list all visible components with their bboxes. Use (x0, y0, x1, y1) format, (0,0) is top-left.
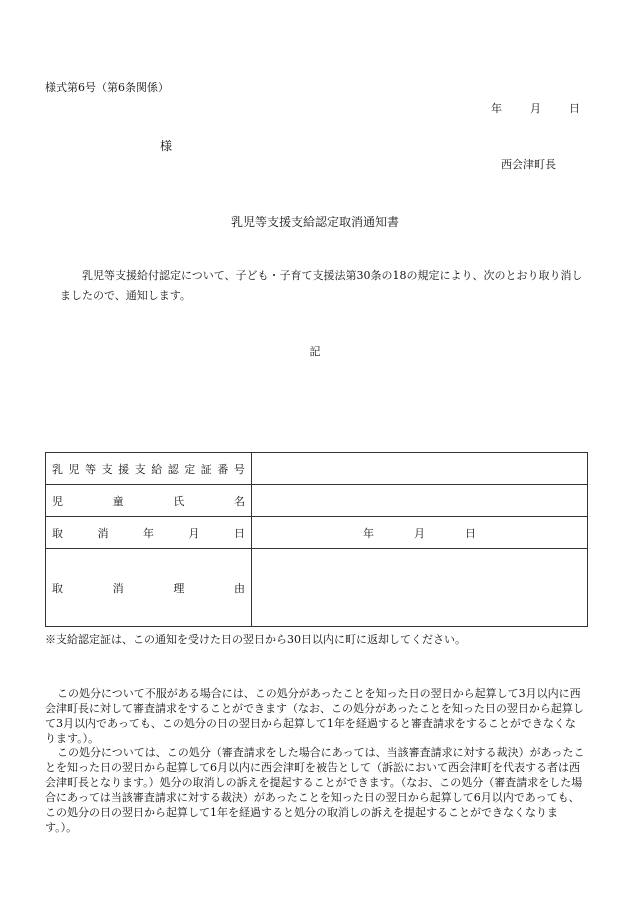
label-char: 証 (200, 462, 212, 476)
table-row-certificate-number (46, 453, 588, 485)
value-cancel-reason (252, 549, 588, 627)
label-cancel-reason (46, 549, 252, 627)
label-cancel-date (46, 517, 252, 549)
info-table (45, 452, 588, 627)
label-char: 名 (233, 494, 245, 508)
label-char: 由 (233, 581, 245, 595)
return-note: ※支給認定証は、この通知を受けた日の翌日から30日以内に町に返却してください。 (45, 633, 466, 646)
value-certificate-number (252, 453, 588, 485)
recipient-suffix: 様 (160, 139, 173, 153)
label-char: 消 (112, 581, 124, 595)
label-char: 番 (217, 462, 229, 476)
label-char: 号 (233, 462, 245, 476)
label-char: 給 (151, 462, 163, 476)
date-day-label: 日 (569, 102, 580, 115)
label-char: 氏 (173, 494, 185, 508)
label-char: 理 (173, 581, 185, 595)
value-cancel-date (252, 517, 588, 549)
label-char: 取 (52, 526, 63, 540)
date-year-label: 年 (491, 102, 502, 115)
label-char: 取 (52, 581, 63, 595)
date-month-label: 月 (530, 102, 541, 115)
label-child-name (46, 485, 252, 517)
label-certificate-number (46, 453, 252, 485)
table-row-cancel-date (46, 517, 588, 549)
label-char: 等 (85, 462, 97, 476)
label-char: 認 (167, 462, 179, 476)
form-number: 様式第6号（第6条関係） (45, 81, 169, 94)
document-title: 乳児等支援支給認定取消通知書 (230, 215, 399, 229)
label-char: 児 (52, 494, 63, 508)
label-char: 日 (234, 526, 245, 540)
label-char: 童 (112, 494, 124, 508)
issue-date (491, 100, 580, 116)
value-child-name (252, 485, 588, 517)
body-text: 乳児等支援給付認定について、子ども・子育て支援法第30条の18の規定により、次のとおり取り消しましたので、通知します。 (60, 269, 583, 302)
label-char: 消 (97, 526, 109, 540)
appeal-paragraph: この処分について不服がある場合には、この処分があったことを知った日の翌日から起算して3月以内に西会津町長に対して審査請求をすることができます（なお、この処分があったことを知った日の翌日から起算して3月以内であっても、この処分の日の翌日から起算して1年を経過すると審査請求をすることができなくなります。）。 (45, 687, 584, 745)
label-char: 定 (184, 462, 196, 476)
cancel-date-year: 年 (363, 526, 374, 540)
cancel-date-day: 日 (465, 526, 476, 540)
label-char: 支 (134, 462, 146, 476)
label-char: 年 (143, 526, 154, 540)
label-char: 月 (188, 526, 200, 540)
table-row-cancel-reason (46, 549, 588, 627)
label-char: 乳 (52, 462, 63, 476)
label-char: 援 (118, 462, 130, 476)
label-char: 支 (101, 462, 113, 476)
label-char: 児 (68, 462, 80, 476)
cancel-date-month: 月 (414, 526, 425, 540)
table-row-child-name (46, 485, 588, 517)
ki-marker: 記 (309, 345, 321, 358)
issuer-name: 西会津町長 (501, 158, 556, 171)
lawsuit-paragraph: この処分については、この処分（審査請求をした場合にあっては、当該審査請求に対する裁決）があったことを知った日の翌日から起算して6月以内に西会津町を被告として（訴訟において西会津町を代表する者は西会津町長となります。）処分の取消しの訴えを提起することができます。（なお、この処分（審査請求をした場合にあっては当該審査請求に対する裁決）があったことを知った日の翌日から起算して6月以内であっても、この処分の日の翌日から起算して1年を経過すると処分の取消しの訴えを提起することができなくなります。）。 (45, 746, 585, 834)
